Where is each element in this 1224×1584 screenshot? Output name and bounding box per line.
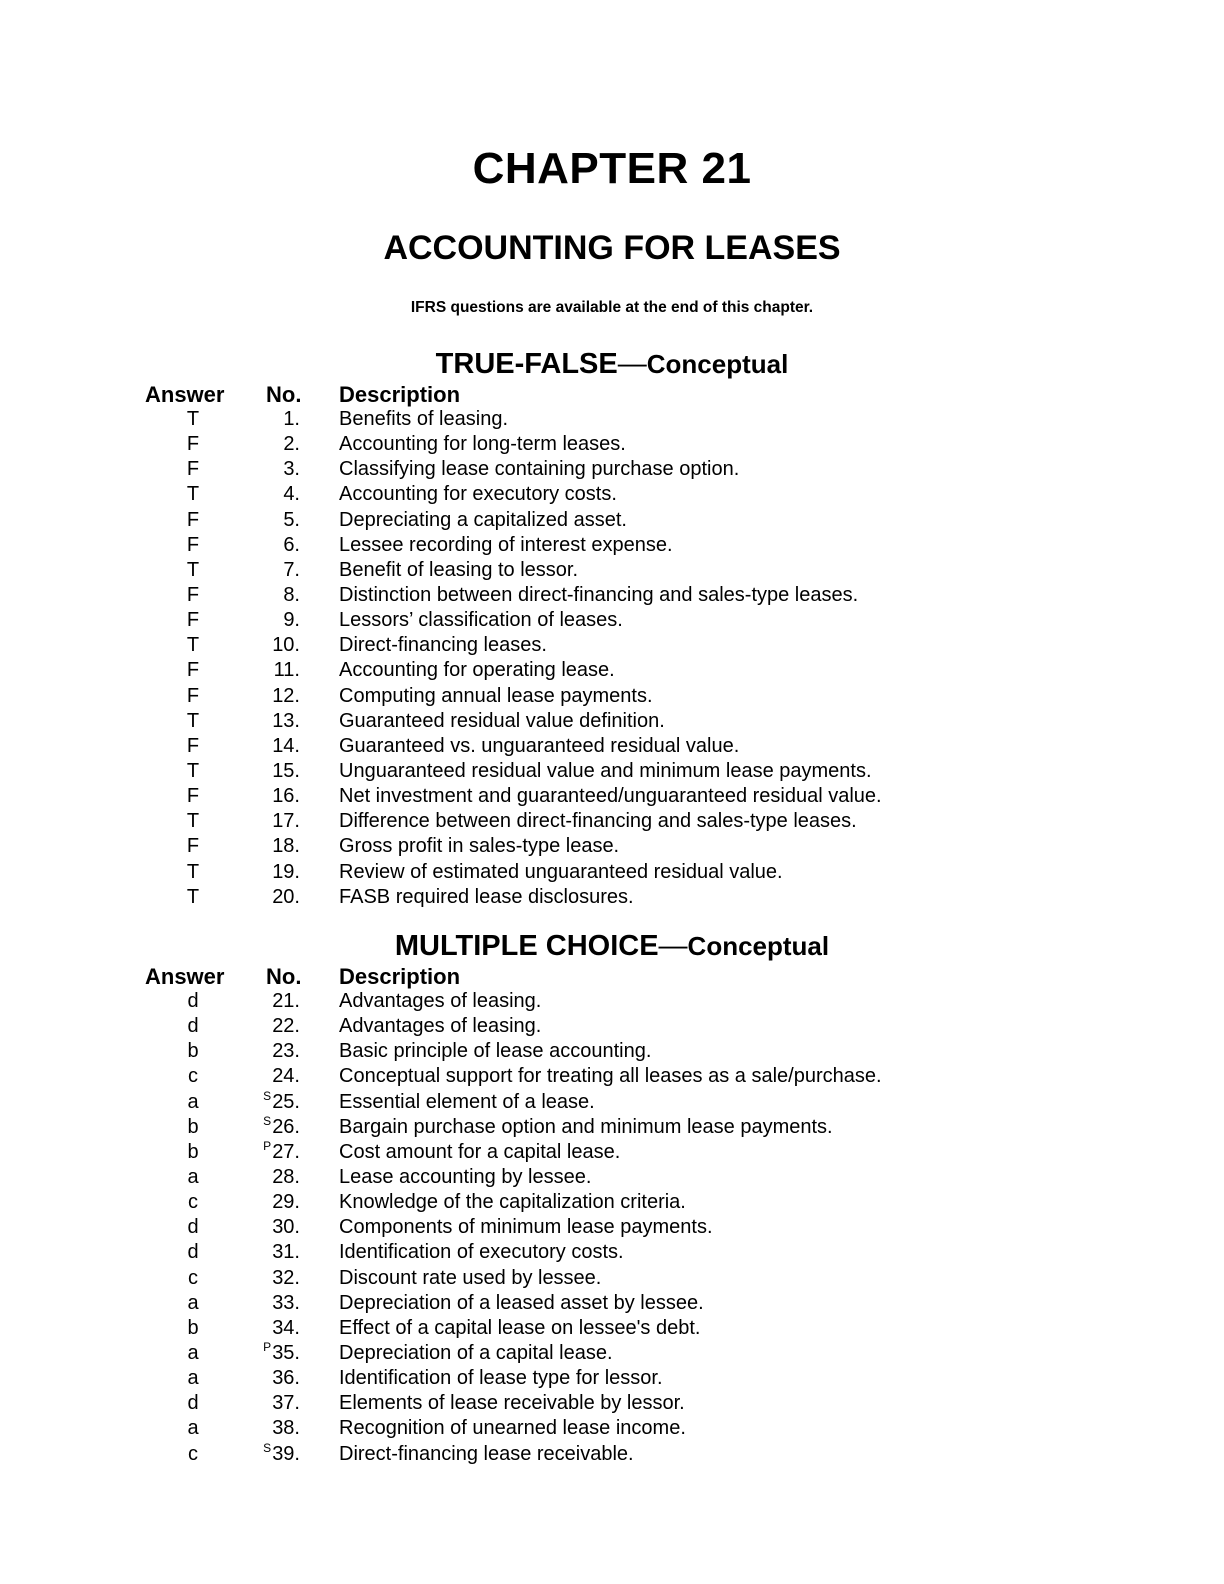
answer-cell: c [188,1266,198,1289]
number-cell [250,784,300,809]
section-title-dash: — [617,348,647,380]
answer-cell: F [186,458,200,481]
description-cell: Elements of lease receivable by lessor. [339,1392,685,1415]
answer-cell: T [186,408,200,430]
question-number: 16. [272,785,300,808]
question-row [0,407,1224,432]
question-row [0,583,1224,608]
question-number: 15. [272,759,300,782]
number-cell [250,1090,300,1117]
section-title-dash: — [658,930,688,962]
answer-cell: F [186,533,200,556]
question-number: 7. [283,558,300,581]
answer-cell: F [186,734,200,757]
question-number: 24. [272,1065,300,1088]
question-number: 35. [272,1341,300,1364]
question-number: 31. [272,1241,300,1264]
question-row [0,508,1224,533]
number-cell [250,583,300,608]
question-row [0,482,1224,507]
answer-cell: a [187,1165,199,1188]
description-cell: Depreciating a capitalized asset. [339,508,627,531]
answer-cell: a [187,1417,199,1440]
answer-cell: F [186,583,200,606]
number-cell [250,1442,300,1469]
question-row [0,809,1224,834]
description-cell: Review of estimated unguaranteed residual value. [339,860,783,883]
question-number: 13. [272,709,300,732]
answer-cell: T [186,634,200,657]
section-title-sub: Conceptual [687,931,830,961]
number-cell [250,1316,300,1341]
question-row [0,759,1224,784]
description-cell: Difference between direct-financing and sales-type leases. [339,810,857,833]
section-title-main: TRUE-FALSE [435,348,618,380]
answer-cell: d [187,990,199,1012]
description-cell: Computing annual lease payments. [339,684,653,707]
description-cell: Depreciation of a leased asset by lessee. [339,1291,704,1314]
question-row [0,885,1224,910]
number-cell [250,860,300,885]
answer-cell: b [187,1140,199,1163]
description-cell: Identification of lease type for lessor. [339,1367,663,1390]
source-marker: P [263,1339,272,1354]
question-row [0,709,1224,734]
question-number: 34. [272,1316,300,1339]
question-number: 10. [272,634,300,657]
description-cell: Lessee recording of interest expense. [339,533,673,556]
question-list [0,407,1224,910]
question-number: 3. [283,458,300,481]
answer-cell: F [186,835,200,858]
answer-cell: F [186,609,200,632]
question-number: 6. [283,533,300,556]
number-cell [250,1341,300,1368]
number-cell [250,633,300,658]
question-row [0,1341,1224,1366]
ifrs-note: IFRS questions are available at the end of this chapter. [410,299,814,316]
number-cell [250,432,300,457]
question-row [0,1115,1224,1140]
question-row [0,1442,1224,1467]
description-cell: Essential element of a lease. [339,1090,595,1113]
question-number: 27. [272,1140,300,1163]
true-false-section [0,346,1224,910]
question-row [0,633,1224,658]
source-marker: S [263,1113,272,1128]
question-row [0,432,1224,457]
number-cell [250,1391,300,1416]
number-cell [250,834,300,859]
question-row [0,558,1224,583]
question-row [0,1190,1224,1215]
section-title-sub: Conceptual [646,349,789,379]
description-cell: Classifying lease containing purchase option. [339,458,740,481]
question-row [0,834,1224,859]
description-column-header: Description [339,964,461,989]
number-cell [250,734,300,759]
question-number: 19. [272,860,300,883]
question-row [0,533,1224,558]
number-cell [250,1190,300,1215]
description-cell: Guaranteed vs. unguaranteed residual value. [339,734,740,757]
question-row [0,734,1224,759]
question-row [0,989,1224,1014]
answer-cell: b [187,1316,199,1339]
description-cell: Knowledge of the capitalization criteria. [339,1191,686,1214]
number-cell [250,1416,300,1441]
number-cell [250,684,300,709]
question-row [0,1391,1224,1416]
description-cell: Cost amount for a capital lease. [339,1140,621,1163]
number-cell [250,759,300,784]
answer-cell: b [187,1115,199,1138]
question-number: 36. [272,1367,300,1390]
description-cell: Discount rate used by lessee. [339,1266,602,1289]
number-cell [250,1115,300,1142]
question-number: 14. [272,734,300,757]
question-number: 28. [272,1165,300,1188]
question-row [0,860,1224,885]
number-cell [250,533,300,558]
answer-cell: c [188,1191,198,1214]
number-cell [250,1215,300,1240]
description-cell: Lessors’ classification of leases. [339,609,623,632]
answer-cell: a [187,1367,199,1390]
description-cell: Lease accounting by lessee. [339,1165,592,1188]
description-cell: Identification of executory costs. [339,1241,624,1264]
description-cell: Advantages of leasing. [339,990,542,1012]
answer-cell: b [187,1040,199,1063]
question-row [0,1090,1224,1115]
description-cell: Unguaranteed residual value and minimum lease payments. [339,759,872,782]
question-number: 8. [283,583,300,606]
number-cell [250,558,300,583]
answer-cell: a [187,1090,199,1113]
answer-cell: F [186,508,200,531]
answer-column-header: Answer [145,964,225,989]
number-cell [250,407,300,432]
question-number: 23. [272,1040,300,1063]
section-title-main: MULTIPLE CHOICE [394,930,659,962]
column-headers [0,964,1224,989]
question-number: 37. [272,1392,300,1415]
true-false-heading [0,346,1224,382]
question-row [0,1064,1224,1089]
question-number: 38. [272,1417,300,1440]
question-row [0,658,1224,683]
answer-cell: a [187,1291,199,1314]
number-cell [250,1014,300,1039]
question-row [0,1240,1224,1265]
description-cell: Benefits of leasing. [339,408,508,430]
description-cell: Conceptual support for treating all leases as a sale/purchase. [339,1065,882,1088]
answer-cell: F [186,433,200,456]
question-number: 11. [273,659,300,682]
question-row [0,1291,1224,1316]
chapter-subtitle: ACCOUNTING FOR LEASES [383,229,841,267]
question-row [0,1416,1224,1441]
question-number: 39. [272,1442,300,1465]
answer-cell: c [188,1442,198,1465]
question-row [0,784,1224,809]
question-number: 25. [272,1090,300,1113]
number-cell [250,989,300,1014]
description-cell: Basic principle of lease accounting. [339,1040,652,1063]
question-row [0,608,1224,633]
question-number: 4. [283,483,300,506]
question-number: 12. [272,684,300,707]
question-row [0,1266,1224,1291]
question-number: 20. [272,885,300,908]
answer-cell: d [187,1216,199,1239]
answer-column-header: Answer [145,382,225,407]
number-cell [250,608,300,633]
description-cell: Direct-financing leases. [339,634,547,657]
number-cell [250,809,300,834]
description-cell: Advantages of leasing. [339,1015,542,1038]
answer-cell: F [186,684,200,707]
question-number: 2. [283,433,300,456]
number-cell [250,1140,300,1167]
description-cell: Gross profit in sales-type lease. [339,835,620,858]
number-cell [250,1366,300,1391]
description-cell: Net investment and guaranteed/unguaranteed residual value. [339,785,882,808]
number-column-header: No. [266,382,302,407]
question-list [0,989,1224,1467]
number-cell [250,1291,300,1316]
number-cell [250,1165,300,1190]
description-cell: Depreciation of a capital lease. [339,1341,613,1364]
number-cell [250,508,300,533]
answer-cell: T [186,810,200,833]
question-row [0,1039,1224,1064]
description-cell: Bargain purchase option and minimum lease payments. [339,1115,833,1138]
question-number: 5. [283,508,300,531]
question-number: 21. [272,990,300,1012]
answer-cell: c [188,1065,198,1088]
answer-cell: F [186,785,200,808]
number-cell [250,885,300,910]
number-cell [250,482,300,507]
description-cell: Components of minimum lease payments. [339,1216,713,1239]
answer-cell: d [187,1392,199,1415]
question-number: 18. [272,835,300,858]
question-number: 17. [272,810,300,833]
description-cell: FASB required lease disclosures. [339,885,634,908]
number-column-header: No. [266,964,302,989]
number-cell [250,457,300,482]
description-cell: Accounting for long-term leases. [339,433,626,456]
description-cell: Direct-financing lease receivable. [339,1442,634,1465]
description-cell: Guaranteed residual value definition. [339,709,665,732]
number-cell [250,1064,300,1089]
chapter-title: CHAPTER 21 [472,144,752,193]
column-headers [0,382,1224,407]
description-cell: Recognition of unearned lease income. [339,1417,686,1440]
source-marker: S [263,1440,272,1455]
description-cell: Accounting for executory costs. [339,483,617,506]
question-row [0,457,1224,482]
question-row [0,1215,1224,1240]
number-cell [250,1039,300,1064]
question-number: 32. [272,1266,300,1289]
question-number: 30. [272,1216,300,1239]
question-number: 29. [272,1191,300,1214]
answer-cell: T [186,558,200,581]
question-row [0,684,1224,709]
answer-cell: T [186,759,200,782]
question-row [0,1165,1224,1190]
question-number: 9. [283,609,300,632]
answer-cell: F [186,659,200,682]
answer-cell: T [186,483,200,506]
answer-cell: d [187,1015,199,1038]
answer-cell: T [186,860,200,883]
multiple-choice-section [0,928,1224,1467]
description-cell: Benefit of leasing to lessor. [339,558,579,581]
description-cell: Accounting for operating lease. [339,659,615,682]
source-marker: S [263,1088,272,1103]
multiple-choice-heading [0,928,1224,964]
number-cell [250,709,300,734]
question-number: 1. [283,408,300,430]
question-row [0,1014,1224,1039]
question-row [0,1366,1224,1391]
answer-cell: T [186,709,200,732]
question-row [0,1140,1224,1165]
description-column-header: Description [339,382,461,407]
question-number: 26. [272,1115,300,1138]
description-cell: Distinction between direct-financing and sales-type leases. [339,583,859,606]
question-row [0,1316,1224,1341]
number-cell [250,658,300,683]
answer-cell: d [187,1241,199,1264]
question-number: 33. [272,1291,300,1314]
answer-cell: T [186,885,200,908]
description-cell: Effect of a capital lease on lessee's debt. [339,1316,701,1339]
number-cell [250,1266,300,1291]
number-cell [250,1240,300,1265]
answer-cell: a [187,1341,199,1364]
source-marker: P [263,1138,272,1153]
question-number: 22. [272,1015,300,1038]
